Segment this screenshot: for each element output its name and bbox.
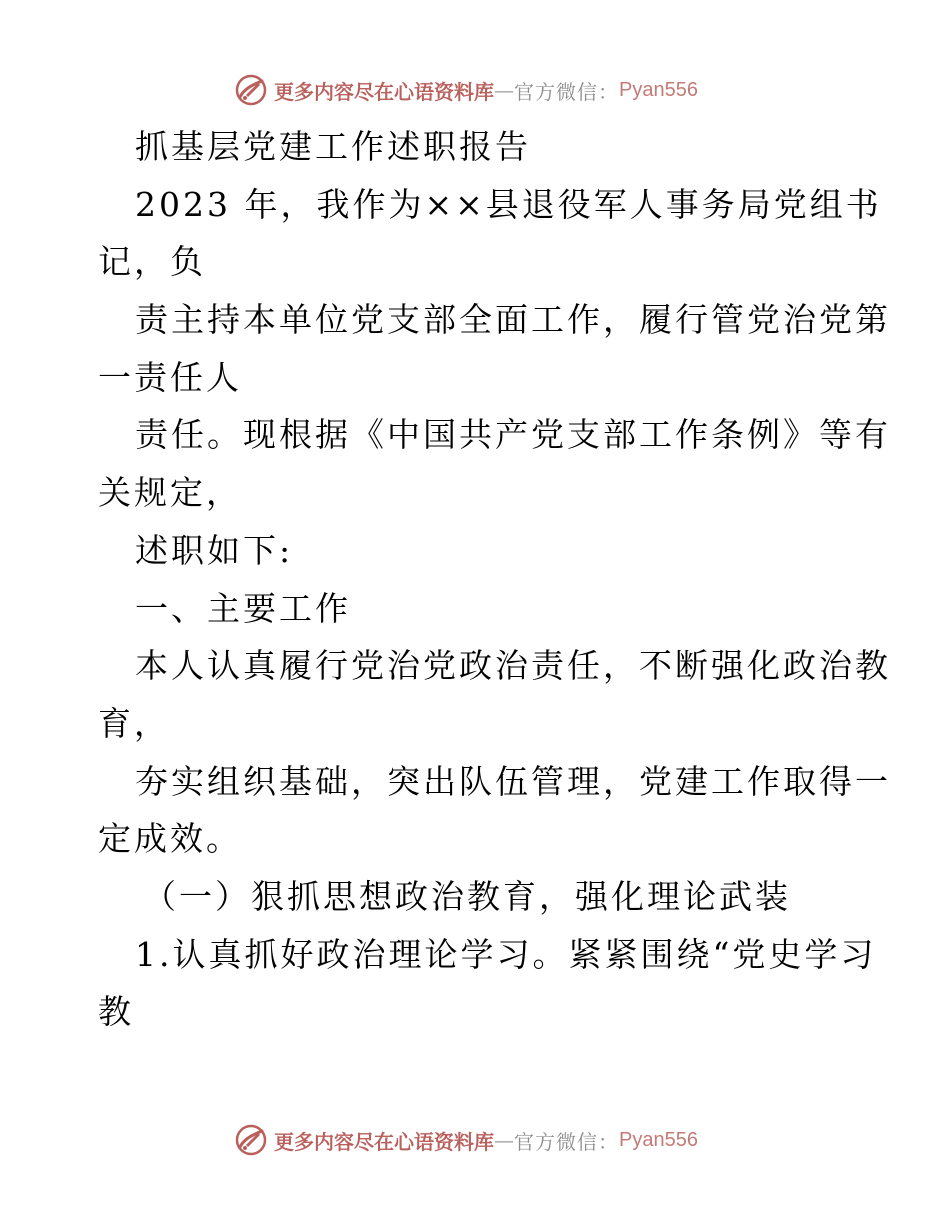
watermark-id: Pyan556 (619, 78, 698, 101)
paragraph-line: 定成效。 (98, 819, 242, 859)
paragraph-line: 关规定， (98, 473, 242, 513)
subsection-heading: （一）狠抓思想政治教育，强化理论武装 (143, 876, 791, 916)
pen-logo-icon (234, 73, 268, 107)
paragraph-line: 述职如下: (135, 530, 294, 570)
paragraph-line: 本人认真履行党治党政治责任，不断强化政治教 (135, 646, 891, 686)
section-heading: 一、主要工作 (135, 588, 351, 628)
watermark-text: 更多内容尽在心语资料库 (274, 79, 494, 104)
watermark-id: Pyan556 (619, 1128, 698, 1151)
watermark-footer (234, 1122, 698, 1158)
paragraph-line: 1.认真抓好政治理论学习。紧紧围绕“党史学习 (135, 934, 877, 974)
paragraph-line: 一责任人 (98, 357, 242, 397)
paragraph-line: 责任。现根据《中国共产党支部工作条例》等有 (135, 415, 891, 455)
watermark-note: 官方微信： (514, 1129, 619, 1154)
pen-logo-icon (234, 1123, 268, 1157)
paragraph-line: 2023 年，我作为××县退役军人事务局党组书 (135, 184, 882, 224)
watermark-dash: — (494, 1128, 514, 1152)
paragraph-line: 责主持本单位党支部全面工作，履行管党治党第 (135, 300, 891, 340)
watermark-dash: — (494, 78, 514, 102)
paragraph-line: 育， (98, 703, 170, 743)
watermark-note: 官方微信： (514, 79, 619, 104)
paragraph-line: 教 (98, 992, 134, 1032)
watermark-text: 更多内容尽在心语资料库 (274, 1129, 494, 1154)
watermark-header (234, 72, 698, 108)
paragraph-line: 记，负 (98, 242, 206, 282)
document-title: 抓基层党建工作述职报告 (135, 127, 531, 166)
document-body (98, 118, 891, 1041)
paragraph-line: 夯实组织基础，突出队伍管理，党建工作取得一 (135, 761, 891, 801)
